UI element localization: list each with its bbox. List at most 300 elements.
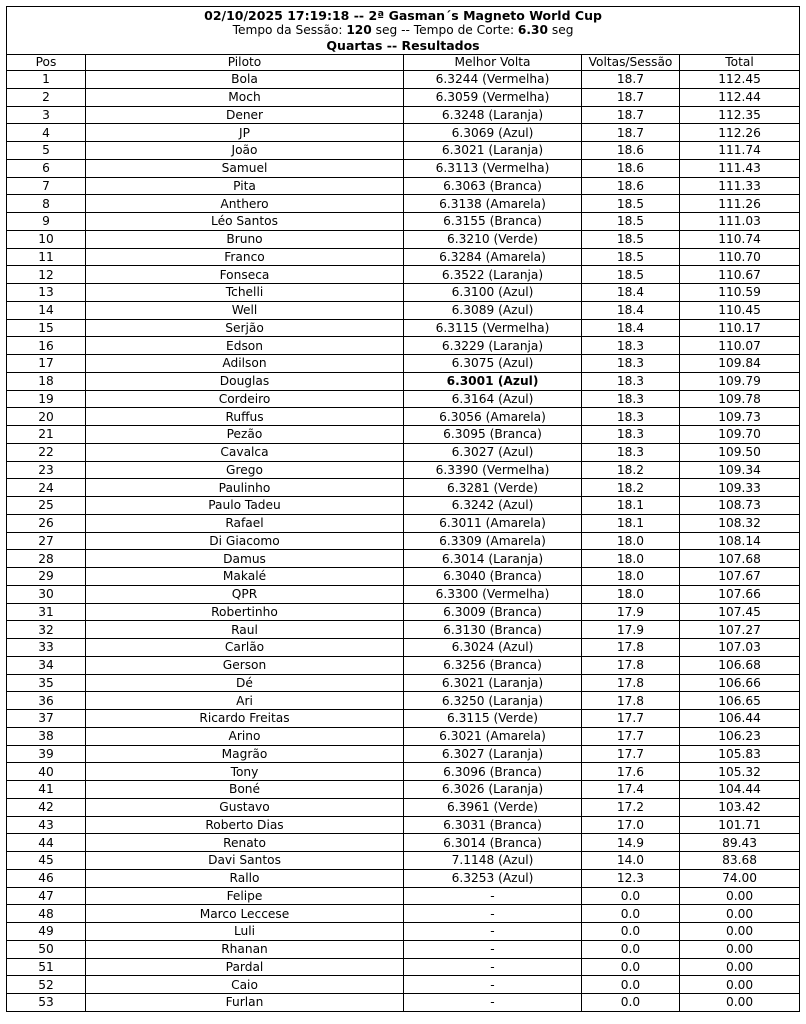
laps-cell: 18.5 bbox=[582, 230, 680, 248]
laps-cell: 0.0 bbox=[582, 940, 680, 958]
laps-cell: 17.9 bbox=[582, 603, 680, 621]
total-cell: 111.33 bbox=[680, 177, 800, 195]
best-lap-cell: 6.3011 (Amarela) bbox=[404, 514, 582, 532]
laps-cell: 0.0 bbox=[582, 905, 680, 923]
total-cell: 107.03 bbox=[680, 639, 800, 657]
table-row bbox=[7, 479, 800, 497]
table-row bbox=[7, 230, 800, 248]
pilot-cell: Makalé bbox=[86, 568, 404, 586]
pilot-cell: Samuel bbox=[86, 159, 404, 177]
table-row bbox=[7, 124, 800, 142]
pos-cell: 6 bbox=[7, 159, 86, 177]
best-lap-cell: 6.3522 (Laranja) bbox=[404, 266, 582, 284]
pilot-cell: Marco Leccese bbox=[86, 905, 404, 923]
table-row bbox=[7, 940, 800, 958]
laps-cell: 18.6 bbox=[582, 159, 680, 177]
best-lap-cell: 6.3256 (Branca) bbox=[404, 656, 582, 674]
table-row bbox=[7, 745, 800, 763]
table-row bbox=[7, 355, 800, 373]
pilot-cell: Grego bbox=[86, 461, 404, 479]
laps-cell: 0.0 bbox=[582, 976, 680, 994]
pos-cell: 2 bbox=[7, 88, 86, 106]
pilot-cell: Tony bbox=[86, 763, 404, 781]
event-name: 2ª Gasman´s Magneto World Cup bbox=[368, 8, 602, 23]
best-lap-cell: 6.3009 (Branca) bbox=[404, 603, 582, 621]
pos-cell: 10 bbox=[7, 230, 86, 248]
best-lap-cell: 6.3027 (Laranja) bbox=[404, 745, 582, 763]
total-cell: 0.00 bbox=[680, 994, 800, 1012]
best-lap-cell: - bbox=[404, 976, 582, 994]
table-row bbox=[7, 532, 800, 550]
best-lap-cell: 6.3096 (Branca) bbox=[404, 763, 582, 781]
pilot-cell: Ricardo Freitas bbox=[86, 710, 404, 728]
table-row bbox=[7, 195, 800, 213]
pilot-cell: Tchelli bbox=[86, 284, 404, 302]
total-cell: 0.00 bbox=[680, 958, 800, 976]
table-row bbox=[7, 763, 800, 781]
results-report bbox=[6, 6, 799, 1012]
pos-cell: 17 bbox=[7, 355, 86, 373]
total-cell: 106.66 bbox=[680, 674, 800, 692]
pilot-cell: Douglas bbox=[86, 372, 404, 390]
laps-cell: 18.3 bbox=[582, 355, 680, 373]
table-row bbox=[7, 994, 800, 1012]
laps-cell: 18.5 bbox=[582, 213, 680, 231]
table-row bbox=[7, 727, 800, 745]
pos-cell: 15 bbox=[7, 319, 86, 337]
pilot-cell: Gustavo bbox=[86, 798, 404, 816]
best-lap-cell: 6.3284 (Amarela) bbox=[404, 248, 582, 266]
pos-cell: 13 bbox=[7, 284, 86, 302]
table-row bbox=[7, 159, 800, 177]
laps-cell: 18.1 bbox=[582, 514, 680, 532]
pilot-cell: Roberto Dias bbox=[86, 816, 404, 834]
laps-cell: 17.8 bbox=[582, 656, 680, 674]
pilot-cell: Léo Santos bbox=[86, 213, 404, 231]
best-lap-cell: 6.3210 (Verde) bbox=[404, 230, 582, 248]
best-lap-cell: 6.3248 (Laranja) bbox=[404, 106, 582, 124]
pilot-cell: Robertinho bbox=[86, 603, 404, 621]
table-row bbox=[7, 106, 800, 124]
pos-cell: 49 bbox=[7, 923, 86, 941]
best-lap-cell bbox=[404, 372, 582, 390]
total-cell: 110.17 bbox=[680, 319, 800, 337]
table-row bbox=[7, 852, 800, 870]
pilot-cell: Edson bbox=[86, 337, 404, 355]
total-cell: 0.00 bbox=[680, 923, 800, 941]
pilot-cell: Rallo bbox=[86, 869, 404, 887]
best-lap-cell: 6.3115 (Vermelha) bbox=[404, 319, 582, 337]
pilot-cell: Rafael bbox=[86, 514, 404, 532]
total-cell: 107.27 bbox=[680, 621, 800, 639]
table-row bbox=[7, 390, 800, 408]
total-cell: 109.79 bbox=[680, 372, 800, 390]
pilot-cell: Magrão bbox=[86, 745, 404, 763]
table-row bbox=[7, 674, 800, 692]
table-row bbox=[7, 568, 800, 586]
pilot-cell: QPR bbox=[86, 585, 404, 603]
pos-cell: 28 bbox=[7, 550, 86, 568]
best-lap-cell: 6.3253 (Azul) bbox=[404, 869, 582, 887]
total-cell: 110.74 bbox=[680, 230, 800, 248]
total-cell: 109.84 bbox=[680, 355, 800, 373]
table-row bbox=[7, 177, 800, 195]
pos-cell: 4 bbox=[7, 124, 86, 142]
laps-cell: 17.7 bbox=[582, 710, 680, 728]
total-cell: 101.71 bbox=[680, 816, 800, 834]
total-cell: 111.03 bbox=[680, 213, 800, 231]
laps-cell: 18.4 bbox=[582, 284, 680, 302]
table-row bbox=[7, 798, 800, 816]
event-title: 02/10/2025 17:19:18 -- 2ª Gasman´s Magneto World Cup bbox=[204, 8, 602, 23]
pilot-cell: Cavalca bbox=[86, 443, 404, 461]
total-cell: 106.23 bbox=[680, 727, 800, 745]
pilot-cell: Bola bbox=[86, 71, 404, 89]
total-cell: 109.34 bbox=[680, 461, 800, 479]
table-row bbox=[7, 426, 800, 444]
pos-cell: 43 bbox=[7, 816, 86, 834]
pilot-cell: Serjão bbox=[86, 319, 404, 337]
table-row bbox=[7, 834, 800, 852]
results-label: Resultados bbox=[401, 38, 480, 53]
pos-cell: 40 bbox=[7, 763, 86, 781]
results-table bbox=[6, 6, 800, 1012]
best-lap-cell: 6.3027 (Azul) bbox=[404, 443, 582, 461]
table-row bbox=[7, 550, 800, 568]
pos-cell: 41 bbox=[7, 781, 86, 799]
best-lap-cell: 6.3014 (Branca) bbox=[404, 834, 582, 852]
table-row bbox=[7, 443, 800, 461]
pilot-cell: João bbox=[86, 142, 404, 160]
table-row bbox=[7, 887, 800, 905]
pos-cell: 34 bbox=[7, 656, 86, 674]
table-row bbox=[7, 248, 800, 266]
best-lap-cell: 6.3100 (Azul) bbox=[404, 284, 582, 302]
pos-cell: 16 bbox=[7, 337, 86, 355]
table-row bbox=[7, 816, 800, 834]
pos-cell: 26 bbox=[7, 514, 86, 532]
pos-cell: 25 bbox=[7, 497, 86, 515]
pos-cell: 9 bbox=[7, 213, 86, 231]
laps-cell: 18.3 bbox=[582, 443, 680, 461]
pilot-cell: Moch bbox=[86, 88, 404, 106]
laps-cell: 18.6 bbox=[582, 177, 680, 195]
laps-cell: 14.0 bbox=[582, 852, 680, 870]
table-row bbox=[7, 461, 800, 479]
total-cell: 83.68 bbox=[680, 852, 800, 870]
total-cell: 110.67 bbox=[680, 266, 800, 284]
laps-cell: 18.2 bbox=[582, 461, 680, 479]
pos-cell: 44 bbox=[7, 834, 86, 852]
table-row bbox=[7, 71, 800, 89]
total-cell: 105.32 bbox=[680, 763, 800, 781]
results-body bbox=[7, 71, 800, 1012]
pos-cell: 50 bbox=[7, 940, 86, 958]
cut-time-value: 6.30 bbox=[517, 23, 548, 37]
session-datetime: 02/10/2025 17:19:18 bbox=[204, 8, 350, 23]
laps-cell: 18.0 bbox=[582, 532, 680, 550]
pos-cell: 30 bbox=[7, 585, 86, 603]
best-lap-cell: 6.3026 (Laranja) bbox=[404, 781, 582, 799]
total-cell: 0.00 bbox=[680, 887, 800, 905]
pilot-cell: Felipe bbox=[86, 887, 404, 905]
pos-cell: 35 bbox=[7, 674, 86, 692]
pos-cell: 8 bbox=[7, 195, 86, 213]
laps-cell: 17.4 bbox=[582, 781, 680, 799]
best-lap-cell: 6.3309 (Amarela) bbox=[404, 532, 582, 550]
laps-cell: 18.0 bbox=[582, 568, 680, 586]
total-cell: 109.50 bbox=[680, 443, 800, 461]
total-cell: 112.44 bbox=[680, 88, 800, 106]
table-row bbox=[7, 958, 800, 976]
pilot-cell: Pardal bbox=[86, 958, 404, 976]
total-cell: 0.00 bbox=[680, 905, 800, 923]
total-cell: 109.33 bbox=[680, 479, 800, 497]
best-lap-highlight: 6.3001 (Azul) bbox=[446, 374, 539, 389]
laps-cell: 18.3 bbox=[582, 390, 680, 408]
total-cell: 110.70 bbox=[680, 248, 800, 266]
best-lap-cell: 7.1148 (Azul) bbox=[404, 852, 582, 870]
best-lap-cell: - bbox=[404, 887, 582, 905]
laps-cell: 17.8 bbox=[582, 692, 680, 710]
pos-cell: 32 bbox=[7, 621, 86, 639]
pilot-cell: Franco bbox=[86, 248, 404, 266]
pos-cell: 11 bbox=[7, 248, 86, 266]
best-lap-cell: 6.3250 (Laranja) bbox=[404, 692, 582, 710]
phase-title: Quartas -- Resultados bbox=[326, 38, 480, 53]
best-lap-cell: 6.3021 (Amarela) bbox=[404, 727, 582, 745]
pos-cell: 52 bbox=[7, 976, 86, 994]
table-row bbox=[7, 372, 800, 390]
best-lap-cell: - bbox=[404, 994, 582, 1012]
laps-cell: 17.7 bbox=[582, 727, 680, 745]
total-cell: 108.14 bbox=[680, 532, 800, 550]
total-cell: 110.59 bbox=[680, 284, 800, 302]
total-cell: 0.00 bbox=[680, 940, 800, 958]
pilot-cell: Caio bbox=[86, 976, 404, 994]
total-cell: 111.74 bbox=[680, 142, 800, 160]
session-info: Tempo da Sessão: 120 seg -- Tempo de Corte: 6.30 seg bbox=[232, 23, 574, 37]
pos-cell: 33 bbox=[7, 639, 86, 657]
laps-cell: 18.0 bbox=[582, 585, 680, 603]
total-cell: 112.35 bbox=[680, 106, 800, 124]
pos-cell: 24 bbox=[7, 479, 86, 497]
pos-cell: 23 bbox=[7, 461, 86, 479]
pilot-cell: Well bbox=[86, 301, 404, 319]
pilot-cell: Fonseca bbox=[86, 266, 404, 284]
table-row bbox=[7, 585, 800, 603]
laps-cell: 17.8 bbox=[582, 674, 680, 692]
pos-cell: 21 bbox=[7, 426, 86, 444]
laps-cell: 18.5 bbox=[582, 266, 680, 284]
pilot-cell: Boné bbox=[86, 781, 404, 799]
total-cell: 106.68 bbox=[680, 656, 800, 674]
pilot-cell: Davi Santos bbox=[86, 852, 404, 870]
total-cell: 106.65 bbox=[680, 692, 800, 710]
table-row bbox=[7, 497, 800, 515]
pos-cell: 3 bbox=[7, 106, 86, 124]
total-cell: 106.44 bbox=[680, 710, 800, 728]
laps-cell: 18.2 bbox=[582, 479, 680, 497]
best-lap-cell: 6.3138 (Amarela) bbox=[404, 195, 582, 213]
best-lap-cell: 6.3021 (Laranja) bbox=[404, 674, 582, 692]
best-lap-cell: 6.3014 (Laranja) bbox=[404, 550, 582, 568]
pilot-cell: Ari bbox=[86, 692, 404, 710]
best-lap-cell: 6.3229 (Laranja) bbox=[404, 337, 582, 355]
table-row bbox=[7, 142, 800, 160]
table-row bbox=[7, 301, 800, 319]
total-cell: 111.26 bbox=[680, 195, 800, 213]
column-header-laps-session: Voltas/Sessão bbox=[582, 55, 680, 71]
table-row bbox=[7, 692, 800, 710]
pos-cell: 37 bbox=[7, 710, 86, 728]
total-cell: 112.45 bbox=[680, 71, 800, 89]
total-cell: 107.68 bbox=[680, 550, 800, 568]
column-header-pos: Pos bbox=[7, 55, 86, 71]
laps-cell: 17.6 bbox=[582, 763, 680, 781]
report-header bbox=[7, 7, 800, 55]
pilot-cell: Anthero bbox=[86, 195, 404, 213]
pos-cell: 19 bbox=[7, 390, 86, 408]
best-lap-cell: 6.3063 (Branca) bbox=[404, 177, 582, 195]
best-lap-cell: 6.3300 (Vermelha) bbox=[404, 585, 582, 603]
laps-cell: 12.3 bbox=[582, 869, 680, 887]
best-lap-cell: 6.3113 (Vermelha) bbox=[404, 159, 582, 177]
table-row bbox=[7, 266, 800, 284]
total-cell: 109.78 bbox=[680, 390, 800, 408]
column-header-total: Total bbox=[680, 55, 800, 71]
table-row bbox=[7, 621, 800, 639]
pilot-cell: Bruno bbox=[86, 230, 404, 248]
laps-cell: 17.9 bbox=[582, 621, 680, 639]
table-row bbox=[7, 710, 800, 728]
total-cell: 112.26 bbox=[680, 124, 800, 142]
laps-cell: 17.8 bbox=[582, 639, 680, 657]
pilot-cell: Pita bbox=[86, 177, 404, 195]
table-row bbox=[7, 337, 800, 355]
column-header-row bbox=[7, 55, 800, 71]
best-lap-cell: 6.3040 (Branca) bbox=[404, 568, 582, 586]
laps-cell: 0.0 bbox=[582, 923, 680, 941]
total-cell: 110.45 bbox=[680, 301, 800, 319]
best-lap-cell: 6.3089 (Azul) bbox=[404, 301, 582, 319]
table-row bbox=[7, 319, 800, 337]
pos-cell: 20 bbox=[7, 408, 86, 426]
table-row bbox=[7, 88, 800, 106]
best-lap-cell: 6.3069 (Azul) bbox=[404, 124, 582, 142]
session-time-value: 120 bbox=[346, 23, 372, 37]
laps-cell: 18.4 bbox=[582, 301, 680, 319]
total-cell: 109.70 bbox=[680, 426, 800, 444]
pilot-cell: Di Giacomo bbox=[86, 532, 404, 550]
pos-cell: 39 bbox=[7, 745, 86, 763]
pos-cell: 38 bbox=[7, 727, 86, 745]
best-lap-cell: 6.3164 (Azul) bbox=[404, 390, 582, 408]
pilot-cell: Raul bbox=[86, 621, 404, 639]
pilot-cell: Gerson bbox=[86, 656, 404, 674]
laps-cell: 18.4 bbox=[582, 319, 680, 337]
pos-cell: 45 bbox=[7, 852, 86, 870]
total-cell: 104.44 bbox=[680, 781, 800, 799]
best-lap-cell: 6.3024 (Azul) bbox=[404, 639, 582, 657]
laps-cell: 17.0 bbox=[582, 816, 680, 834]
pilot-cell: Furlan bbox=[86, 994, 404, 1012]
best-lap-cell: 6.3021 (Laranja) bbox=[404, 142, 582, 160]
phase-name: Quartas bbox=[326, 38, 383, 53]
pos-cell: 22 bbox=[7, 443, 86, 461]
total-cell: 105.83 bbox=[680, 745, 800, 763]
total-cell: 107.45 bbox=[680, 603, 800, 621]
pos-cell: 46 bbox=[7, 869, 86, 887]
table-row bbox=[7, 905, 800, 923]
table-row bbox=[7, 869, 800, 887]
pilot-cell: Cordeiro bbox=[86, 390, 404, 408]
pilot-cell: Ruffus bbox=[86, 408, 404, 426]
best-lap-cell: 6.3390 (Vermelha) bbox=[404, 461, 582, 479]
table-row bbox=[7, 639, 800, 657]
laps-cell: 0.0 bbox=[582, 887, 680, 905]
laps-cell: 0.0 bbox=[582, 994, 680, 1012]
total-cell: 74.00 bbox=[680, 869, 800, 887]
pos-cell: 12 bbox=[7, 266, 86, 284]
pos-cell: 47 bbox=[7, 887, 86, 905]
column-header-pilot: Piloto bbox=[86, 55, 404, 71]
best-lap-cell: 6.3281 (Verde) bbox=[404, 479, 582, 497]
total-cell: 108.73 bbox=[680, 497, 800, 515]
pilot-cell: Carlão bbox=[86, 639, 404, 657]
laps-cell: 18.6 bbox=[582, 142, 680, 160]
pilot-cell: Damus bbox=[86, 550, 404, 568]
total-cell: 0.00 bbox=[680, 976, 800, 994]
pilot-cell: Rhanan bbox=[86, 940, 404, 958]
table-row bbox=[7, 923, 800, 941]
best-lap-cell: 6.3242 (Azul) bbox=[404, 497, 582, 515]
laps-cell: 18.7 bbox=[582, 106, 680, 124]
pos-cell: 31 bbox=[7, 603, 86, 621]
pilot-cell: Adilson bbox=[86, 355, 404, 373]
table-row bbox=[7, 603, 800, 621]
pos-cell: 5 bbox=[7, 142, 86, 160]
pos-cell: 42 bbox=[7, 798, 86, 816]
laps-cell: 18.3 bbox=[582, 408, 680, 426]
best-lap-cell: 6.3075 (Azul) bbox=[404, 355, 582, 373]
total-cell: 108.32 bbox=[680, 514, 800, 532]
best-lap-cell: 6.3130 (Branca) bbox=[404, 621, 582, 639]
laps-cell: 18.7 bbox=[582, 124, 680, 142]
laps-cell: 18.3 bbox=[582, 426, 680, 444]
laps-cell: 18.7 bbox=[582, 71, 680, 89]
best-lap-cell: 6.3056 (Amarela) bbox=[404, 408, 582, 426]
pos-cell: 48 bbox=[7, 905, 86, 923]
pos-cell: 7 bbox=[7, 177, 86, 195]
laps-cell: 18.0 bbox=[582, 550, 680, 568]
best-lap-cell: 6.3059 (Vermelha) bbox=[404, 88, 582, 106]
pilot-cell: Arino bbox=[86, 727, 404, 745]
table-row bbox=[7, 408, 800, 426]
best-lap-cell: - bbox=[404, 940, 582, 958]
total-cell: 111.43 bbox=[680, 159, 800, 177]
column-header-best-lap: Melhor Volta bbox=[404, 55, 582, 71]
table-row bbox=[7, 284, 800, 302]
laps-cell: 18.3 bbox=[582, 337, 680, 355]
table-row bbox=[7, 781, 800, 799]
best-lap-cell: - bbox=[404, 923, 582, 941]
pilot-cell: Dener bbox=[86, 106, 404, 124]
pos-cell: 27 bbox=[7, 532, 86, 550]
total-cell: 103.42 bbox=[680, 798, 800, 816]
total-cell: 89.43 bbox=[680, 834, 800, 852]
pilot-cell: Paulo Tadeu bbox=[86, 497, 404, 515]
